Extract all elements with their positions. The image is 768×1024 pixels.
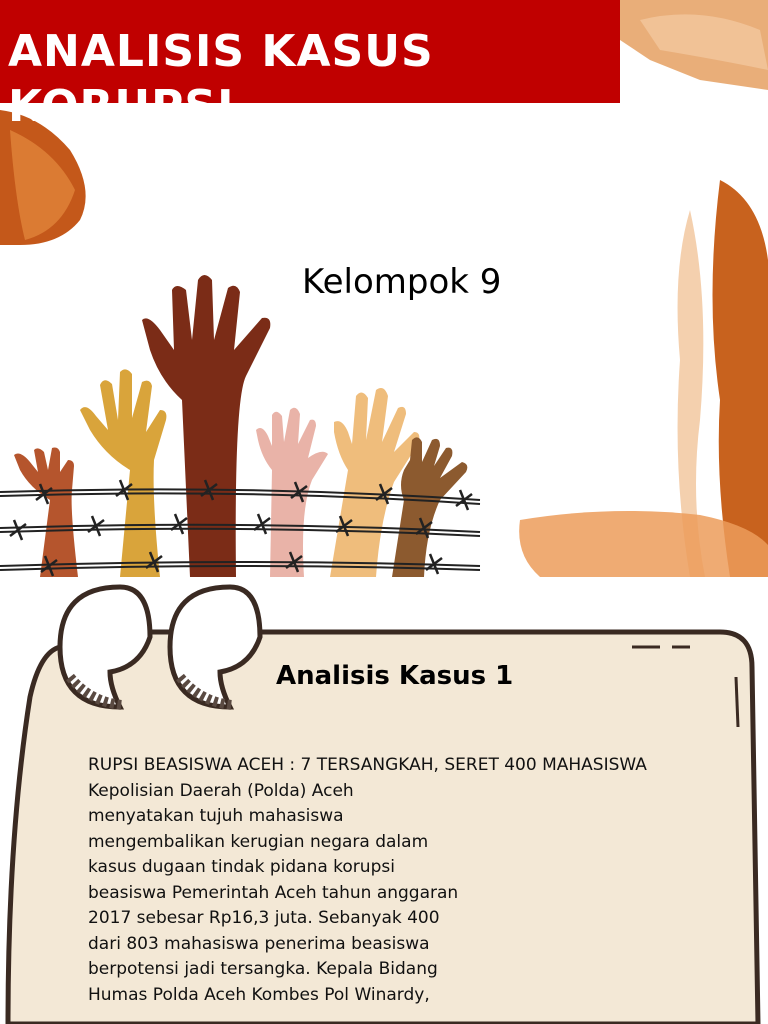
paint-splash-top-right xyxy=(600,0,768,90)
slide-2 xyxy=(0,577,768,1024)
title-bar xyxy=(0,0,620,132)
title-overflow-mask xyxy=(318,103,620,133)
card-body-text: RUPSI BEASISWA ACEH : 7 TERSANGKAH, SERET 400 MAHASISWA Kepolisian Daerah (Polda) Aceh menyatakan tujuh mahasiswa mengembalikan kerugian negara dalam kasus dugaan tindak pidana korupsi beasiswa Pemerintah Aceh tahun anggaran 2017 sebesar Rp16,3 juta. Sebanyak 400 dari 803 mahasiswa penerima beasiswa berpotensi jadi tersangka. Kepala Bidang Humas Polda Aceh Kombes Pol Winardy, xyxy=(88,755,647,1005)
card-heading: Analisis Kasus 1 xyxy=(276,661,514,691)
slide-subtitle: Kelompok 9 xyxy=(302,262,502,302)
slide-title: ANALISIS KASUS KORUPSI xyxy=(8,26,434,132)
